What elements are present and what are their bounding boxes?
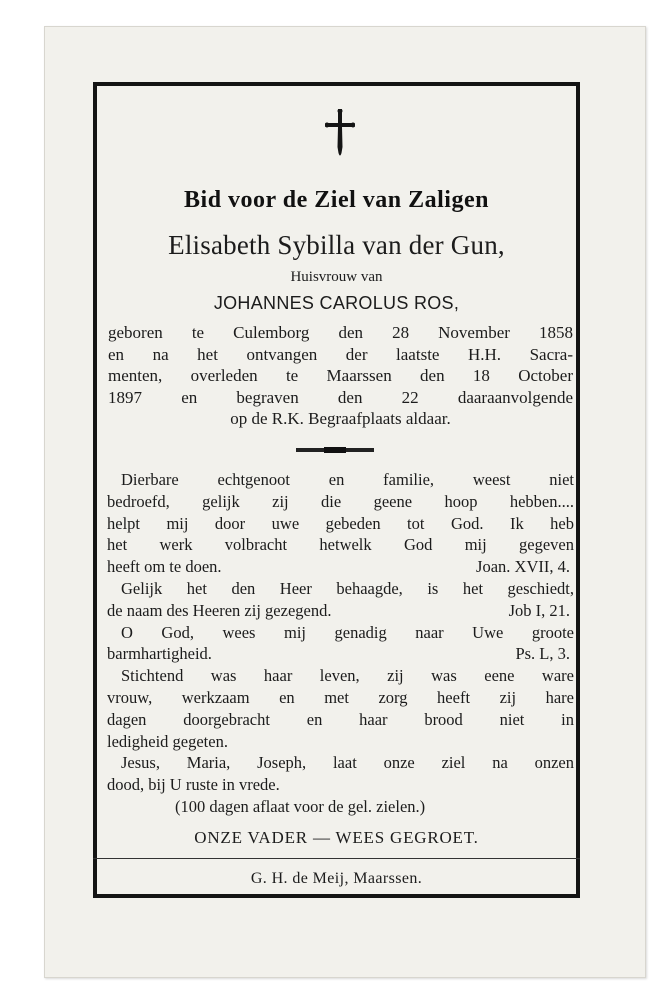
scripture-reference: Ps. L, 3. — [515, 644, 570, 664]
verse-line: O God, wees mij genadig naar Uwe groote — [121, 622, 574, 642]
verse-line: helpt mij door uwe gebeden tot God. Ik heb — [107, 513, 574, 533]
prayers-line: ONZE VADER — WEES GEGROET. — [194, 828, 479, 847]
verse-line: barmhartigheid. — [107, 644, 212, 664]
verse-line: bedroefd, gelijk zij die geene hoop hebben.... — [107, 491, 574, 511]
scripture-reference: Joan. XVII, 4. — [476, 557, 570, 577]
printer-credit: G. H. de Meij, Maarssen. — [250, 870, 423, 887]
verse-line: Dierbare echtgenoot en familie, weest niet — [121, 470, 574, 489]
divider-line — [93, 858, 580, 859]
bio-line: menten, overleden te Maarssen den 18 October — [108, 366, 573, 385]
relation-label: Huisvrouw van — [290, 269, 383, 285]
verse-line: het werk volbracht hetwelk God mij gegeven — [107, 535, 574, 555]
verse-line: vrouw, werkzaam en met zorg heeft zij hare — [107, 687, 574, 707]
verse-row — [107, 600, 574, 622]
bio-line: en na het ontvangen der laatste H.H. Sacra- — [108, 344, 573, 364]
cross-icon — [325, 109, 355, 159]
heading: Bid voor de Ziel van Zaligen — [184, 187, 489, 213]
verse-line: dagen doorgebracht en haar brood niet in — [107, 709, 574, 729]
verse-line: Jesus, Maria, Joseph, laat onze ziel na onzen — [121, 753, 574, 773]
indulgence-note: (100 dagen aflaat voor de gel. zielen.) — [175, 796, 426, 816]
verse-line: Stichtend was haar leven, zij was eene ware — [121, 666, 574, 686]
verse-row — [107, 643, 574, 665]
deceased-name: Elisabeth Sybilla van der Gun, — [168, 230, 505, 260]
verse-line: de naam des Heeren zij gezegend. — [107, 600, 332, 620]
verse-text — [107, 469, 574, 818]
scripture-reference: Job I, 21. — [508, 600, 570, 620]
verse-line: heeft om te doen. — [107, 557, 222, 577]
verse-line: Gelijk het den Heer behaagde, is het geschiedt, — [121, 578, 574, 598]
bio-line: 1897 en begraven den 22 daaraanvolgende — [108, 387, 573, 407]
ornamental-divider — [296, 448, 374, 452]
verse-row — [107, 556, 574, 578]
verse-line: ledigheid gegeten. — [107, 731, 228, 751]
biography — [108, 322, 573, 430]
spouse-name: JOHANNES CAROLUS ROS, — [213, 293, 460, 313]
verse-line: dood, bij U ruste in vrede. — [107, 775, 280, 795]
bio-line: geboren te Culemborg den 28 November 1858 — [108, 323, 573, 342]
bio-line: op de R.K. Begraafplaats aldaar. — [230, 409, 451, 428]
